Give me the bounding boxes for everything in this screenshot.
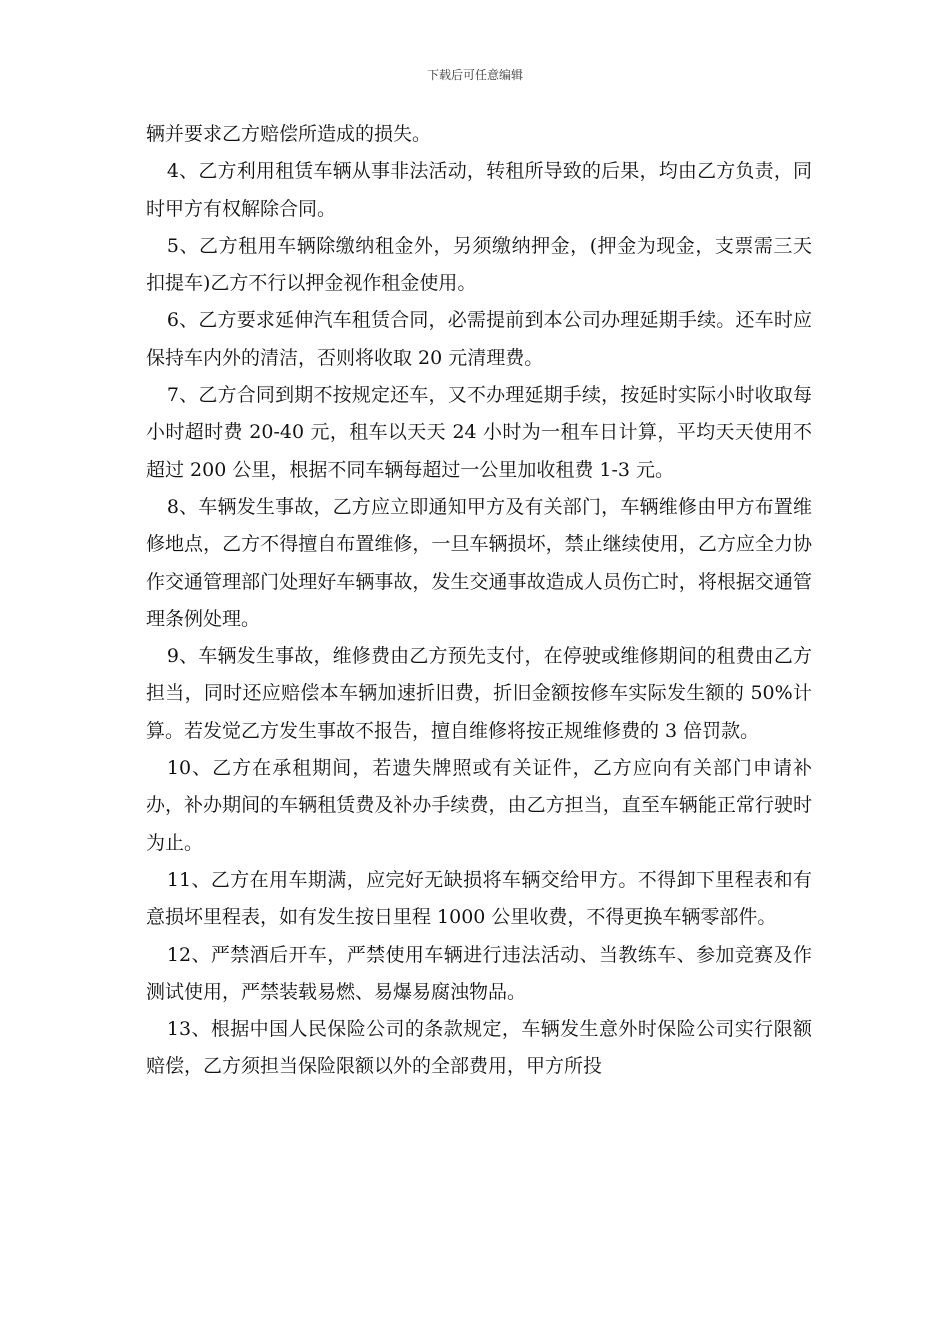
paragraph-clause-4: 4、乙方利用租赁车辆从事非法活动，转租所导致的后果，均由乙方负责，同时甲方有权解除合同。: [146, 160, 812, 220]
paragraph-clause-11: 11、乙方在用车期满，应完好无缺损将车辆交给甲方。不得卸下里程表和有意损坏里程表，如有发生按日里程 1000 公里收费，不得更换车辆零部件。: [146, 868, 812, 929]
paragraph-clause-5: 5、乙方租用车辆除缴纳租金外，另须缴纳押金，(押金为现金，支票需三天扣提车)乙方不行以押金视作租金使用。: [146, 234, 812, 295]
page-header-note: 下载后可任意编辑: [426, 68, 523, 82]
paragraph-clause-9: 9、车辆发生事故，维修费由乙方预先支付，在停驶或维修期间的租费由乙方担当，同时还应赔偿本车辆加速折旧费，折旧金额按修车实际发生额的 50%计算。若发觉乙方发生事故不报告，擅自维修将按正规维修费的 3 倍罚款。: [146, 645, 812, 742]
paragraph-clause-12: 12、严禁酒后开车，严禁使用车辆进行违法活动、当教练车、参加竞赛及作测试使用，严禁装载易燃、易爆易腐浊物品。: [146, 943, 812, 1003]
paragraph-clause-10: 10、乙方在承租期间，若遗失牌照或有关证件，乙方应向有关部门申请补办，补办期间的车辆租赁费及补办手续费，由乙方担当，直至车辆能正常行驶时为止。: [146, 757, 812, 854]
paragraph-clause-13: 13、根据中国人民保险公司的条款规定，车辆发生意外时保险公司实行限额赔偿，乙方须担当保险限额以外的全部费用，甲方所投: [146, 1018, 812, 1078]
document-body: [146, 116, 812, 1086]
paragraph-clause-7: 7、乙方合同到期不按规定还车，又不办理延期手续，按延时实际小时收取每小时超时费 20-40 元，租车以天天 24 小时为一租车日计算，平均天天使用不超过 200 公里，根据不同车辆每超过一公里加收租费 1-3 元。: [146, 384, 812, 481]
paragraph-clause-6: 6、乙方要求延伸汽车租赁合同，必需提前到本公司办理延期手续。还车时应保持车内外的清洁，否则将收取 20 元清理费。: [146, 309, 812, 369]
paragraph-clause-8: 8、车辆发生事故，乙方应立即通知甲方及有关部门，车辆维修由甲方布置维修地点，乙方不得擅自布置维修，一旦车辆损坏，禁止继续使用，乙方应全力协作交通管理部门处理好车辆事故，发生交通事故造成人员伤亡时，将根据交通管理条例处理。: [146, 495, 812, 630]
paragraph-0: 辆并要求乙方赔偿所造成的损失。: [146, 123, 432, 145]
